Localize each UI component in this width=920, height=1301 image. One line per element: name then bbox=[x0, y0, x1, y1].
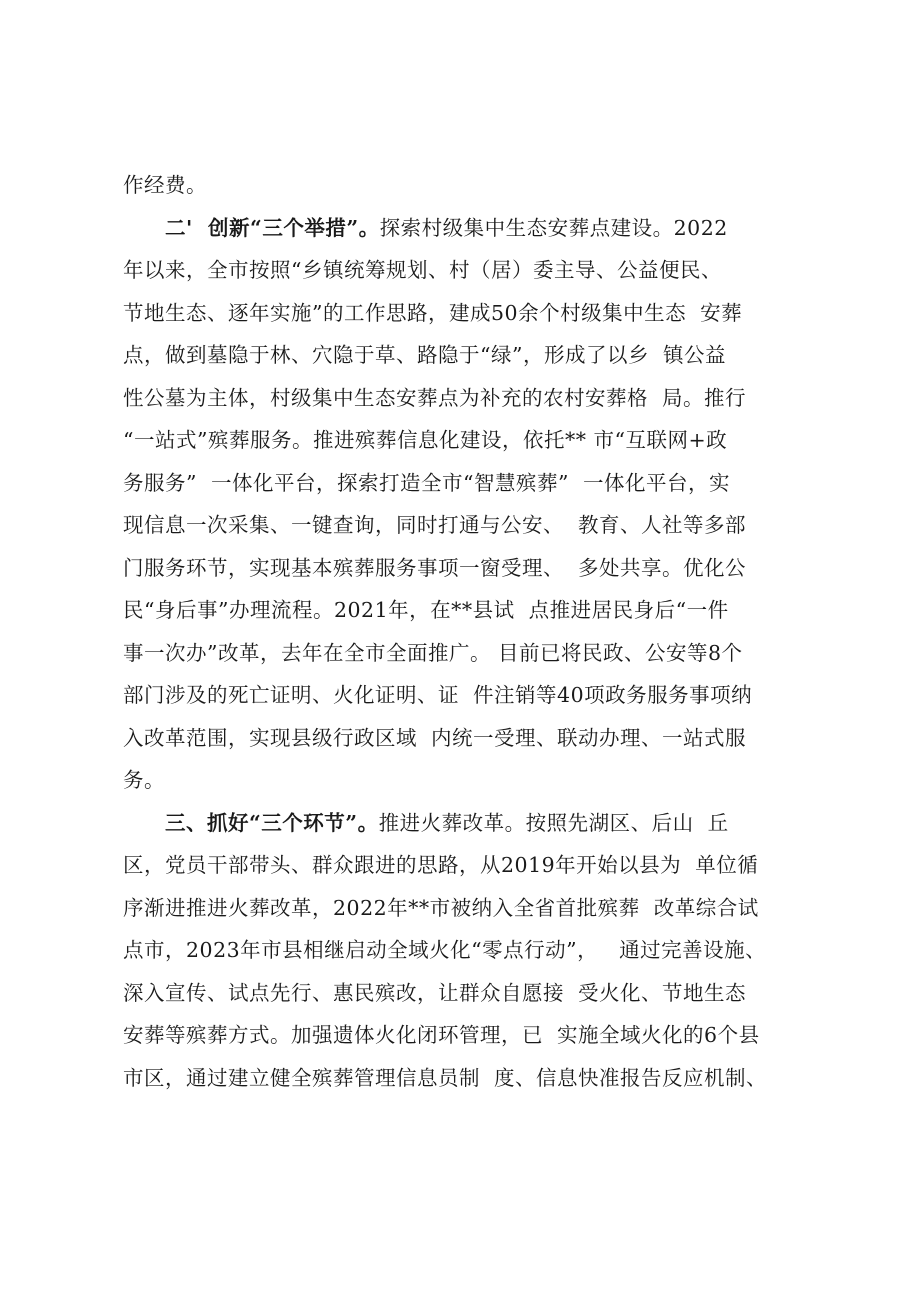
text-line: 现信息一次采集、一键查询，同时打通与公安、 教育、人社等多部 bbox=[123, 513, 747, 537]
text-line: 作经费。 bbox=[123, 173, 207, 197]
text-line: 入改革范围，实现县级行政区域 内统一受理、联动办理、一站式服 bbox=[123, 725, 747, 750]
section-heading-three-text: 推进火葬改革。按照先湖区、后山 丘 bbox=[378, 810, 729, 835]
text-line: 门服务环节，实现基本殡葬服务事项一窗受理、 多处共享。优化公 bbox=[123, 555, 747, 580]
text-line: 节地生态、逐年实施”的工作思路，建成50余个村级集中生态 安葬 bbox=[123, 300, 743, 325]
text-line: “一站式”殡葬服务。推进殡葬信息化建设，依托** 市“互联网+政 bbox=[123, 428, 728, 452]
text-line: 性公墓为主体，村级集中生态安葬点为补充的农村安葬格 局。推行 bbox=[123, 385, 747, 410]
section-heading-three: 三、抓好“三个环节”。 bbox=[165, 810, 379, 835]
text-line: 点市，2023年市县相继启动全域火化“零点行动”， 通过完善设施、 bbox=[123, 938, 767, 962]
text-line: 市区，通过建立健全殡葬管理信息员制 度、信息快准报告反应机制、 bbox=[123, 1065, 768, 1090]
text-line: 务服务” 一体化平台，探索打造全市“智慧殡葬” 一体化平台，实 bbox=[123, 470, 731, 495]
section-heading-two-text: 探索村级集中生态安葬点建设。2022 bbox=[379, 215, 728, 240]
text-line: 事一次办”改革，去年在全市全面推广。 目前已将民政、公安等8个 bbox=[123, 640, 743, 665]
text-line: 年以来，全市按照“乡镇统筹规划、村（居）委主导、公益便民、 bbox=[123, 258, 722, 282]
section-heading-line bbox=[123, 802, 823, 845]
text-line: 务。 bbox=[123, 768, 165, 792]
text-line: 部门涉及的死亡证明、火化证明、证 件注销等40项政务服务事项纳 bbox=[123, 683, 753, 707]
section-heading-line bbox=[123, 207, 823, 250]
text-line: 深入宣传、试点先行、惠民殡改，让群众自愿接 受火化、节地生态 bbox=[123, 980, 747, 1005]
text-line: 区，党员干部带头、群众跟进的思路，从2019年开始以县为 单位循 bbox=[123, 853, 759, 877]
text-line: 序渐进推进火葬改革，2022年**市被纳入全省首批殡葬 改革综合试 bbox=[123, 895, 759, 920]
text-line: 安葬等殡葬方式。加强遗体火化闭环管理，已 实施全域火化的6个县 bbox=[123, 1023, 760, 1047]
document-body bbox=[123, 164, 823, 1099]
text-line: 点，做到墓隐于林、穴隐于草、路隐于“绿”，形成了以乡 镇公益 bbox=[123, 343, 726, 367]
text-line: 民“身后事”办理流程。2021年，在**县试 点推进居民身后“一件 bbox=[123, 598, 729, 622]
section-heading-two: 二' 创新“三个举措”。 bbox=[165, 215, 380, 240]
